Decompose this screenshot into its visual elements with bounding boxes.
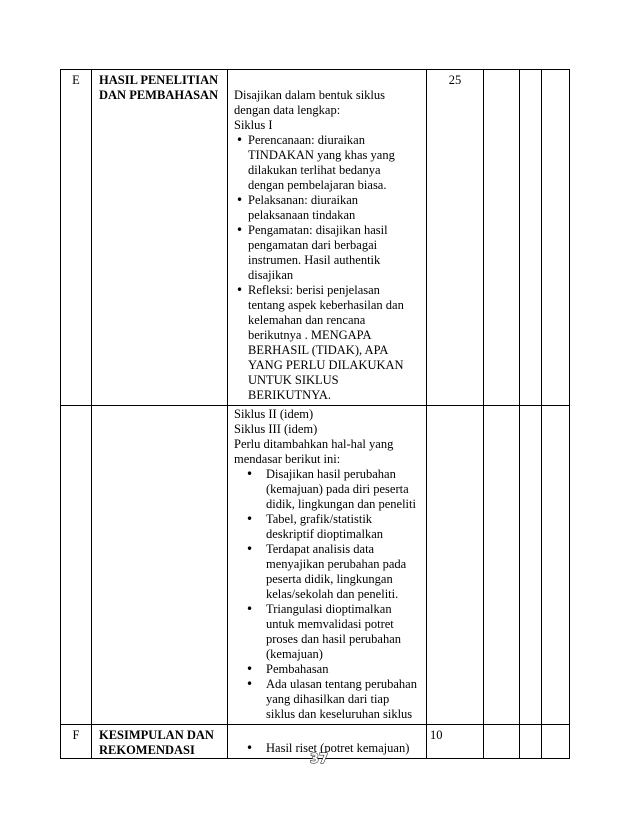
bullet-item: • Tabel, grafik/statistik deskriptif dioptimalkan — [244, 512, 422, 542]
bullet-item: • Triangulasi dioptimalkan untuk memvalidasi potret proses dan hasil perubahan (kemajuan) — [244, 602, 422, 662]
table-row-continuation — [61, 406, 570, 725]
desc-line: Siklus I — [234, 118, 273, 132]
aspect-line: REKOMENDASI — [99, 743, 195, 757]
empty-cell — [484, 70, 520, 406]
bullet-item: • Terdapat analisis data menyajikan perubahan pada peserta didik, lingkungan kelas/sekolah dan peneliti. — [244, 542, 422, 602]
empty-cell — [520, 406, 542, 725]
aspect-line: DAN PEMBAHASAN — [99, 88, 219, 102]
score-value: 10 — [430, 728, 443, 742]
description-cell — [228, 406, 427, 725]
bullet-item: • Hasil riset (potret kemajuan) — [244, 741, 422, 756]
score-cell: 25 — [427, 70, 484, 406]
aspect-cell — [92, 70, 228, 406]
bullet-item: • Pengamatan: disajikan hasil pengamatan dari berbagai instrumen. Hasil authentik disajikan — [234, 223, 422, 283]
desc-line: Siklus III (idem) — [234, 422, 318, 436]
bullet-item: • Pelaksanan: diuraikan pelaksanaan tindakan — [234, 193, 422, 223]
aspect-line: HASIL PENELITIAN — [99, 73, 219, 87]
aspect-line: KESIMPULAN DAN — [99, 728, 214, 742]
empty-cell — [542, 406, 570, 725]
empty-cell — [484, 406, 520, 725]
bullet-item: • Ada ulasan tentang perubahan yang dihasilkan dari tiap siklus dan keseluruhan siklus — [244, 677, 422, 722]
rubric-table — [60, 69, 570, 759]
description-cell — [228, 70, 427, 406]
empty-cell — [427, 406, 484, 725]
bullet-item: • Perencanaan: diuraikan TINDAKAN yang khas yang dilakukan terlihat bedanya dengan pembelajaran biasa. — [234, 133, 422, 193]
empty-cell — [520, 70, 542, 406]
row-code: E — [61, 70, 92, 406]
desc-line: Disajikan dalam bentuk siklus — [234, 88, 386, 102]
desc-line: Perlu ditambahkan hal-hal yang — [234, 437, 394, 451]
page-number: 37 — [309, 752, 329, 767]
desc-line: Siklus II (idem) — [234, 407, 314, 421]
empty-cell — [92, 406, 228, 725]
row-code: F — [61, 725, 92, 759]
bullet-item: • Disajikan hasil perubahan (kemajuan) pada diri peserta didik, lingkungan dan peneliti — [244, 467, 422, 512]
desc-line: dengan data lengkap: — [234, 103, 341, 117]
desc-line: mendasar berikut ini: — [234, 452, 341, 466]
bullet-item: • Pembahasan — [244, 662, 422, 677]
empty-cell — [542, 70, 570, 406]
table-row-e — [61, 70, 570, 406]
empty-cell — [61, 406, 92, 725]
bullet-item: • Refleksi: berisi penjelasan tentang aspek keberhasilan dan kelemahan dan rencana berikutnya . MENGAPA BERHASIL (TIDAK), APA YANG PERLU DILAKUKAN UNTUK SIKLUS BERIKUTNYA. — [234, 283, 422, 403]
